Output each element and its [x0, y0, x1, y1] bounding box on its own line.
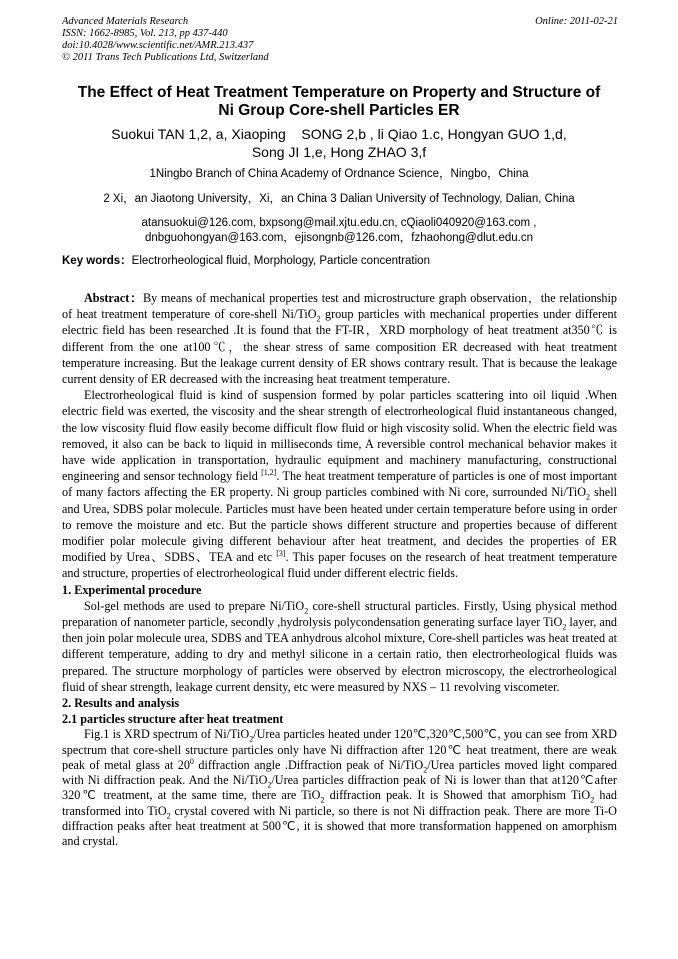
citation: [3]	[276, 549, 286, 559]
affiliation-1: 1Ningbo Branch of China Academy of Ordnance Science，Ningbo，China	[149, 168, 529, 180]
online-date: Online: 2011-02-21	[535, 16, 618, 27]
journal-header	[62, 16, 618, 64]
email-line-2: dnbguohongyan@163.com，ejisongnb@126.com，fzhaohong@dlut.edu.cn	[145, 232, 533, 244]
author-list	[40, 125, 638, 161]
title-line-2: Ni Group Core-shell Particles ER	[218, 102, 460, 119]
abstract-paragraph: Abstract：By means of mechanical properties test and microstructure graph observation，the relationship of heat treatment temperature of core-shell Ni/TiO$_2$ group particles with mechanical properties under different electric field has been researched .It is found that the FT-IR，XRD morphology of heat treatment at350℃ is different from the one at100℃，the shear stress of same composition ER decreased with heat treatment temperature increasing. But the leakage current density of ER shows contrary result. That is because the leakage current density of ER decreased with the increasing heat treatment temperature.	[62, 291, 618, 387]
paper-title	[40, 84, 638, 120]
section-heading-experimental: 1. Experimental procedure	[62, 582, 202, 597]
experimental-paragraph: Sol-gel methods are used to prepare Ni/TiO$_2$ core-shell structural particles. Firstly, Using physical method preparation of nanometer particle, secondly ,hydrolysis polycondensation generating surface layer TiO$_2$ layer, and then join polar molecule urea, SDBS and TEA anhydrous alcohol mixture, Core-shell particles was heat treated at different temperature, adding to dry and methyl silicone in a certain ratio, then electrorheological fluids was prepared. The structure morphology of particles were observed by electron microscopy, the electrorheological fluid of shear strength, leakage current density, etc were measured by NXS – 11 revolving viscometer.	[62, 598, 618, 694]
keywords-label: Key words：	[62, 255, 132, 267]
copyright-line: © 2011 Trans Tech Publications Ltd, Switzerland	[62, 52, 269, 63]
issn-line: ISSN: 1662-8985, Vol. 213, pp 437-440	[62, 28, 228, 39]
intro-paragraph: Electrorheological fluid is kind of suspension formed by polar particles scattering into oil liquid .When electric field was exerted, the viscosity and the shear strength of electrorheological fluid instantaneous changed, the low viscosity fluid flow easily become difficult flow fluid or high viscosity solid. When the electric field was removed, it also can be back to liquid in milliseconds time, A reversible control mechanical behavior makes it have wide application in transportation, hydraulic equipment and machinery manufacturing, constructional engineering and sensor technology field [1,2]. The heat treatment temperature of particles is one of most important of many factors affecting the ER property. Ni group particles combined with Ni core, surrounded Ni/TiO$_2$ shell and Urea, SDBS polar molecule. Particles must have been heated under certain temperature before using in order to remove the moisture and etc. But the particle shows different structure and properties because of different modifier polar molecule giving different behaviour after heat treatment, and decides the properties of ER modified by Urea、SDBS、TEA and etc [3]. This paper focuses on the research of heat treatment temperature and structure, properties of electrorheological fluid under different electric fields.	[62, 388, 617, 581]
keywords-text: Electrorheological fluid, Morphology, Particle concentration	[131, 255, 430, 267]
title-line-1: The Effect of Heat Treatment Temperature on Property and Structure of	[77, 84, 601, 101]
authors-line-2: Song JI 1,e, Hong ZHAO 3,f	[251, 144, 427, 160]
results-paragraph: Fig.1 is XRD spectrum of Ni/TiO$_2$/Urea particles heated under 120℃,320℃,500℃, you can see from XRD spectrum that core-shell structure particles only have Ni diffraction after 120℃ heat treatment, there are weak peak of metal glass at $20^0$ diffraction angle .Diffraction peak of Ni/TiO$_2$/Urea particles moved light compared with Ni diffraction peak. And the Ni/TiO$_2$/Urea particles diffraction peak of Ni is lower than that at120℃after 320℃ treatment, at the same time, there are TiO$_2$ diffraction peak. It is Showed that amorphism TiO$_2$ had transformed into TiO$_2$ crystal covered with Ni particle, so there is not Ni diffraction peak. There are more Ti-O diffraction peaks after heat treatment at 500℃, it is showed that more transformation happened on amorphism and crystal.	[62, 727, 617, 848]
subsection-heading-structure: 2.1 particles structure after heat treatment	[62, 712, 284, 727]
citation: [1,2]	[261, 468, 277, 478]
doi-line: doi:10.4028/www.scientific.net/AMR.213.437	[62, 40, 254, 51]
keywords	[62, 252, 430, 268]
journal-name: Advanced Materials Research	[62, 16, 189, 27]
abstract-label: Abstract：	[84, 291, 144, 305]
authors-line-1: Suokui TAN 1,2, a, Xiaoping SONG 2,b , li Qiao 1.c, Hongyan GUO 1,d,	[111, 126, 567, 142]
email-line-1: atansuokui@126.com, bxpsong@mail.xjtu.edu.cn, cQiaoli040920@163.com ,	[141, 217, 537, 229]
section-heading-results: 2. Results and analysis	[62, 696, 180, 711]
affiliation-2: 2 Xi，an Jiaotong University，Xi，an China 3 Dalian University of Technology, Dalian, China	[103, 193, 575, 205]
main-text	[62, 290, 617, 849]
